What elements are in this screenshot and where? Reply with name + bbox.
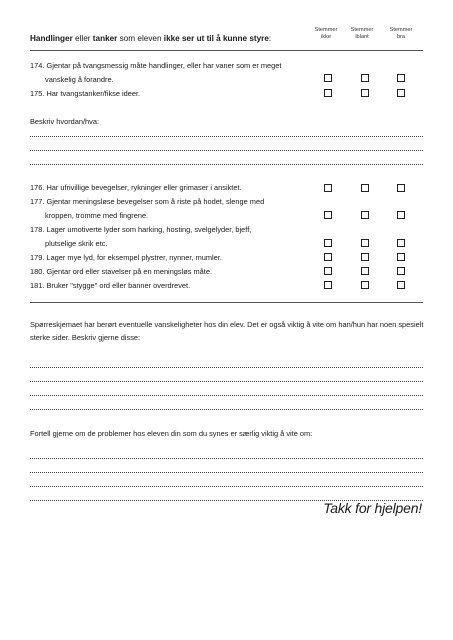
answer-line[interactable] [30,472,423,473]
column-header-stemmer-ikke: Stemmer ikke [314,27,338,40]
checkbox-176-stemmer-iblant[interactable] [361,184,369,192]
question-181: 181. Bruker "stygge" ord eller banner overdrevet. [30,281,191,290]
answer-line[interactable] [30,381,423,382]
checkbox-180-stemmer-ikke[interactable] [324,267,332,275]
checkbox-175-stemmer-bra[interactable] [397,89,405,97]
describe-label: Beskriv hvordan/hva: [30,117,100,126]
answer-line[interactable] [30,458,423,459]
problems-question: Fortell gjerne om de problemer hos eleven din som du synes er særlig viktig å vite om: [30,429,313,438]
checkbox-177-stemmer-bra[interactable] [397,211,405,219]
checkbox-178-stemmer-ikke[interactable] [324,239,332,247]
checkbox-179-stemmer-bra[interactable] [397,253,405,261]
checkbox-174-stemmer-ikke[interactable] [324,74,332,82]
answer-line[interactable] [30,136,423,137]
answer-line[interactable] [30,367,423,368]
question-179: 179. Lager mye lyd, for eksempel plystrer, nynner, mumler. [30,253,222,262]
strengths-question: Spørreskjemaet har berørt eventuelle vanskeligheter hos din elev. Det er også viktig å vite om han/hun har noen spesielt sterke sider. Beskriv gjerne disse: [30,320,424,342]
header-rule [30,50,423,51]
checkbox-181-stemmer-iblant[interactable] [361,281,369,289]
closing-thanks: Takk for hjelpen! [323,500,422,516]
checkbox-181-stemmer-ikke[interactable] [324,281,332,289]
checkbox-177-stemmer-ikke[interactable] [324,211,332,219]
checkbox-175-stemmer-ikke[interactable] [324,89,332,97]
checkbox-178-stemmer-bra[interactable] [397,239,405,247]
question-178: 178. Lager umotiverte lyder som harking, hosting, svelgelyder, bjeff, [30,225,252,234]
checkbox-177-stemmer-iblant[interactable] [361,211,369,219]
answer-line[interactable] [30,486,423,487]
answer-line[interactable] [30,150,423,151]
question-178-continued: plutselige skrik etc. [45,239,108,248]
checkbox-180-stemmer-bra[interactable] [397,267,405,275]
checkbox-176-stemmer-ikke[interactable] [324,184,332,192]
checkbox-175-stemmer-iblant[interactable] [361,89,369,97]
answer-line[interactable] [30,395,423,396]
answer-line[interactable] [30,164,423,165]
checkbox-178-stemmer-iblant[interactable] [361,239,369,247]
question-175: 175. Har tvangstanker/fikse ideer. [30,89,141,98]
form-section-title: Handlinger eller tanker som eleven ikke ser ut til å kunne styre: [30,34,272,43]
checkbox-174-stemmer-bra[interactable] [397,74,405,82]
checkbox-181-stemmer-bra[interactable] [397,281,405,289]
question-177: 177. Gjentar meningsløse bevegelser som å riste på hodet, slenge med [30,197,265,206]
checkbox-179-stemmer-iblant[interactable] [361,253,369,261]
column-header-stemmer-bra: Stemmer bra [389,27,413,40]
section-rule [30,302,423,303]
checkbox-176-stemmer-bra[interactable] [397,184,405,192]
checkbox-174-stemmer-iblant[interactable] [361,74,369,82]
column-header-stemmer-iblant: Stemmer iblant [350,27,374,40]
checkbox-180-stemmer-iblant[interactable] [361,267,369,275]
question-177-continued: kroppen, tromme med fingrene. [45,211,149,220]
question-174-continued: vanskelig å forandre. [45,75,114,84]
checkbox-179-stemmer-ikke[interactable] [324,253,332,261]
question-174: 174. Gjentar på tvangsmessig måte handlinger, eller har vaner som er meget [30,61,282,70]
question-180: 180. Gjentar ord eller stavelser på en meningsløs måte. [30,267,212,276]
question-176: 176. Har ufrivillige bevegelser, rykninger eller grimaser i ansiktet. [30,183,242,192]
answer-line[interactable] [30,409,423,410]
